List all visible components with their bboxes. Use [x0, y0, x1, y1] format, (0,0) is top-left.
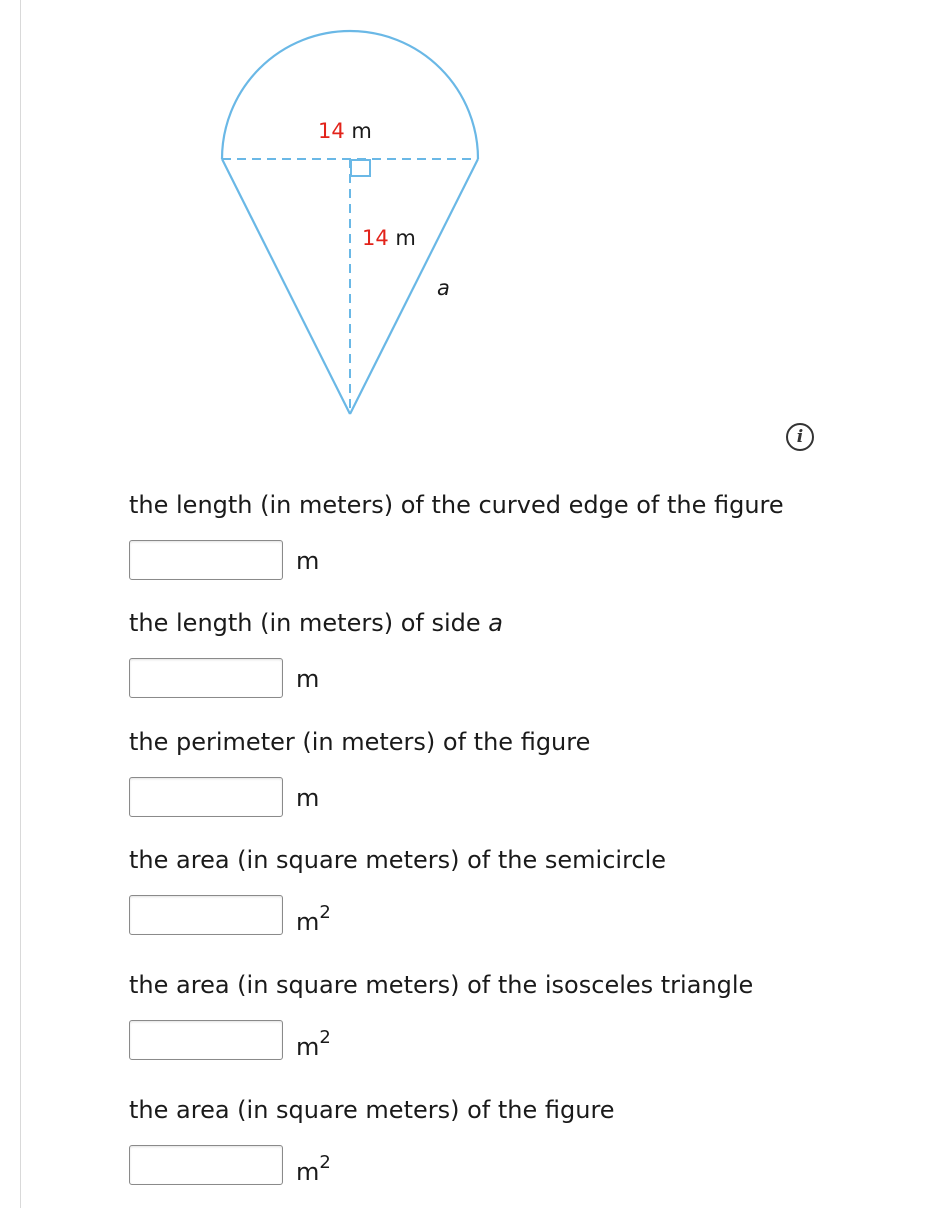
question-figure-area	[129, 1095, 919, 1185]
unit-text: m	[296, 784, 320, 812]
semicircle-area-answer-input[interactable]	[129, 895, 283, 935]
curved-edge-answer-input[interactable]	[129, 540, 283, 580]
question-prefix: the area (in square meters) of the figure	[129, 1096, 615, 1124]
unit-exponent: 2	[319, 1027, 331, 1048]
perimeter-answer-input[interactable]	[129, 777, 283, 817]
question-triangle-area	[129, 970, 919, 1060]
figure-drawing	[0, 0, 946, 430]
answer-row	[129, 658, 919, 698]
answer-row	[129, 1145, 919, 1185]
triangle-right-side	[350, 159, 478, 414]
right-angle-marker	[351, 160, 370, 176]
question-text	[129, 608, 919, 638]
question-variable: a	[488, 609, 503, 637]
answer-row	[129, 777, 919, 817]
question-text	[129, 970, 919, 1000]
diameter-unit: m	[351, 119, 372, 143]
question-perimeter	[129, 727, 919, 817]
unit-label	[296, 546, 319, 576]
question-text	[129, 490, 919, 520]
unit-label	[296, 1151, 331, 1187]
answer-row	[129, 540, 919, 580]
triangle-area-answer-input[interactable]	[129, 1020, 283, 1060]
unit-label	[296, 783, 319, 813]
unit-text: m	[296, 665, 320, 693]
diameter-label	[318, 119, 372, 143]
question-prefix: the area (in square meters) of the semicircle	[129, 846, 667, 874]
figure-area-answer-input[interactable]	[129, 1145, 283, 1185]
side-a-label: a	[437, 276, 450, 300]
question-curved-edge	[129, 490, 919, 580]
info-icon[interactable]: i	[786, 423, 814, 451]
question-prefix: the length (in meters) of the curved edge of the figure	[129, 491, 784, 519]
diameter-value: 14	[318, 119, 345, 143]
unit-exponent: 2	[319, 1152, 331, 1173]
question-text	[129, 845, 919, 875]
height-label	[362, 226, 416, 250]
unit-label	[296, 1026, 331, 1062]
unit-exponent: 2	[319, 902, 331, 923]
answer-row	[129, 895, 919, 935]
unit-text: m	[296, 547, 320, 575]
unit-text: m	[296, 1033, 320, 1061]
geometry-figure	[0, 0, 946, 430]
question-text	[129, 1095, 919, 1125]
question-text	[129, 727, 919, 757]
question-side-a	[129, 608, 919, 698]
question-prefix: the length (in meters) of side	[129, 609, 489, 637]
height-value: 14	[362, 226, 389, 250]
unit-text: m	[296, 1158, 320, 1186]
triangle-left-side	[222, 159, 350, 414]
question-prefix: the perimeter (in meters) of the figure	[129, 728, 591, 756]
question-semicircle-area	[129, 845, 919, 935]
question-prefix: the area (in square meters) of the isosceles triangle	[129, 971, 754, 999]
unit-text: m	[296, 908, 320, 936]
unit-label	[296, 664, 319, 694]
answer-row	[129, 1020, 919, 1060]
side-a-answer-input[interactable]	[129, 658, 283, 698]
unit-label	[296, 901, 331, 937]
height-unit: m	[395, 226, 416, 250]
